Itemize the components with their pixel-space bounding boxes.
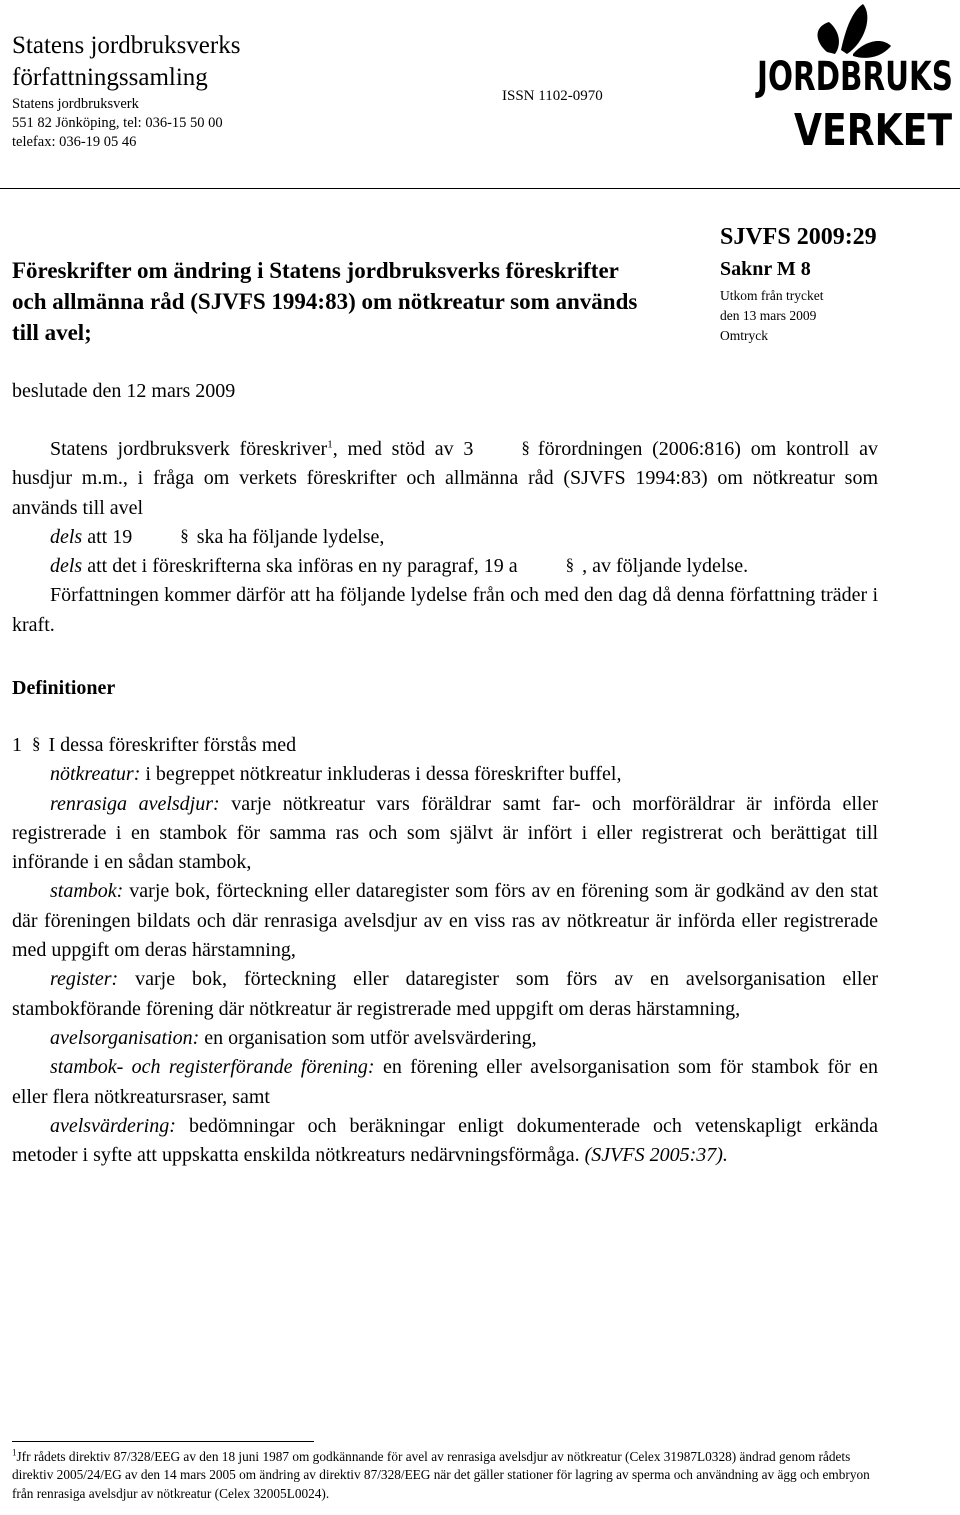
subject-number: Saknr M 8 bbox=[720, 258, 811, 280]
definition-item: avelsorganisation: en organisation som utför avelsvärdering, bbox=[50, 1026, 537, 1049]
logo-line1: JORDBRUKS bbox=[755, 54, 953, 100]
section-sign-icon: § bbox=[32, 734, 41, 753]
document-title: Föreskrifter om ändring i Statens jordbruksverks föreskrifter och allmänna råd (SJVFS 1994:83) om nötkreatur som används till avel; bbox=[12, 258, 638, 345]
definition-item: nötkreatur: i begreppet nötkreatur inkluderas i dessa föreskrifter buffel, bbox=[50, 763, 622, 786]
header-divider bbox=[0, 188, 960, 189]
source-reference: (SJVFS 2005:37). bbox=[584, 1144, 728, 1167]
preamble-paragraph: Statens jordbruksverk föreskriver$^1$, med stöd av 3 § förordningen (2006:816) om kontroll av husdjur m.m., i fråga om verkets föreskrifter och allmänna råd (SJVFS 1994:83) om nötkreatur som används till avel bbox=[12, 438, 878, 519]
sjvfs-code: SJVFS 2009:29 bbox=[720, 224, 877, 250]
dels-clause-2: dels att det i föreskrifterna ska införas en ny paragraf, 19 a § , av följande lydelse. bbox=[50, 555, 749, 578]
publisher-fax: telefax: 036-19 05 46 bbox=[12, 134, 137, 150]
publisher-info bbox=[12, 95, 223, 152]
definition-item: avelsvärdering: bedömningar och beräkningar enligt dokumenterade och vetenskapligt erkända metoder i syfte att uppskatta enskilda nötkreaturs nedärvningsförmåga. (SJVFS 2005:37). bbox=[12, 1114, 878, 1167]
preamble bbox=[12, 435, 878, 640]
definition-item: stambok- och registerförande förening: en förening eller avelsorganisation som för stambok för en eller flera nötkreatursraser, samt bbox=[12, 1056, 879, 1108]
footnote bbox=[12, 1448, 892, 1503]
leaf-icon bbox=[818, 4, 892, 58]
section-1 bbox=[12, 731, 878, 1170]
issn: ISSN 1102-0970 bbox=[502, 88, 603, 104]
logo-line2: VERKET bbox=[794, 105, 952, 152]
section-sign-icon: § bbox=[180, 525, 189, 545]
publisher-address: 551 82 Jönköping, tel: 036-15 50 00 bbox=[12, 115, 223, 131]
section-sign-icon: § bbox=[565, 555, 575, 575]
published-date: den 13 mars 2009 bbox=[720, 308, 817, 323]
definition-item: renrasiga avelsdjur: varje nötkreatur vars föräldrar samt far- och morföräldrar är införda eller registrerade i en stambok för samma ras och som självt är infört i eller registrerat och berättigat till införande i en sådan stambok, bbox=[12, 792, 878, 874]
footnote-text: Jfr rådets direktiv 87/328/EEG av den 18 juni 1987 om godkännande för avel av renrasiga avelsdjur av nötkreatur (Celex 31987L0328) ändrad genom rådets direktiv 2005/24/EG av den 14 mars 2005 om ändring av direktiv 87/328/EEG när det gäller stationer för lagring av sperma och användning av ägg och embryon från renrasiga avelsdjur av nötkreatur (Celex 32005L0024). bbox=[12, 1449, 870, 1501]
publication-meta bbox=[720, 286, 823, 346]
reprint-label: Omtryck bbox=[720, 328, 768, 343]
publication-title: Statens jordbruksverks författningssamling bbox=[12, 32, 241, 91]
publisher-name: Statens jordbruksverk bbox=[12, 96, 139, 112]
footnote-number: 1 bbox=[12, 1447, 17, 1458]
section-sign-icon: § bbox=[521, 438, 530, 457]
footnote-divider bbox=[12, 1441, 314, 1442]
published-label: Utkom från trycket bbox=[720, 288, 824, 303]
section-heading: Definitioner bbox=[12, 677, 116, 699]
definition-item: stambok: varje bok, förteckning eller dataregister som förs av en förening som är godkänd av den stat där föreningen bildats och där renrasiga avelsdjur av en viss ras av nötkreatur är införda eller registrerade med uppgift om deras härstamning, bbox=[12, 880, 878, 962]
definition-item: register: varje bok, förteckning eller dataregister som förs av en avelsorganisation eller stambokförande förening där nötkreatur är registrerade med uppgift om deras härstamning, bbox=[12, 968, 879, 1020]
section-intro: 1 § I dessa föreskrifter förstås med bbox=[12, 734, 297, 756]
final-paragraph: Författningen kommer därför att ha följande lydelse från och med den dag då denna författning träder i kraft. bbox=[12, 584, 878, 636]
decision-date: beslutade den 12 mars 2009 bbox=[12, 380, 236, 402]
jordbruksverket-logo bbox=[755, 2, 955, 152]
footnote-ref: 1 bbox=[327, 438, 333, 451]
dels-clause-1: dels att 19 § ska ha följande lydelse, bbox=[50, 525, 385, 548]
